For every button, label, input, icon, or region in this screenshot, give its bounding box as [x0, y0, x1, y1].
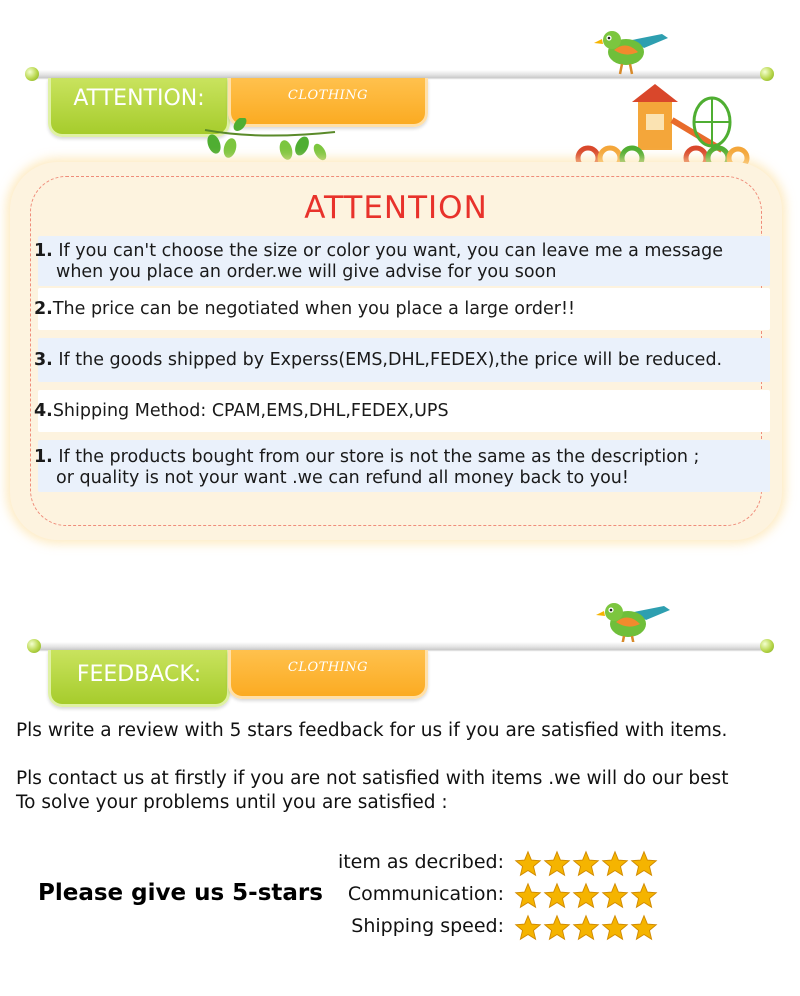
- attention-item: [34, 401, 449, 422]
- star-icon: [572, 882, 600, 910]
- rail-knob-right: [760, 639, 774, 653]
- playground-icon: [572, 80, 750, 164]
- feedback-text: Pls contact us at firstly if you are not satisfied with items .we will do our best: [16, 768, 729, 789]
- star-icon: [514, 850, 542, 878]
- leaves-icon: [200, 118, 340, 166]
- item-text: Shipping Method: CPAM,EMS,DHL,FEDEX,UPS: [52, 401, 449, 421]
- feedback-tab: [48, 650, 230, 707]
- rating-label: Shipping speed:: [351, 915, 504, 937]
- attention-panel: [10, 162, 782, 540]
- rating-label: Communication:: [347, 883, 504, 905]
- star-icon: [572, 914, 600, 942]
- feedback-rail: [34, 642, 768, 650]
- item-number: 1.: [34, 447, 53, 467]
- item-text: If you can't choose the size or color you want, you can leave me a message: [52, 241, 724, 261]
- rail-knob-left: [27, 639, 41, 653]
- ratings-heading: Please give us 5-stars: [38, 880, 323, 906]
- rail-knob-left: [25, 67, 39, 81]
- star-icon: [572, 850, 600, 878]
- attention-item: [34, 350, 722, 371]
- item-text: If the products bought from our store is not the same as the description ;: [52, 447, 700, 467]
- star-rating: [514, 882, 659, 910]
- attention-tab-label: ATTENTION:: [73, 86, 205, 111]
- feedback-text: To solve your problems until you are satisfied :: [16, 792, 448, 813]
- star-icon: [630, 882, 658, 910]
- item-number: 4.: [34, 401, 53, 421]
- star-rating: [514, 914, 659, 942]
- star-icon: [630, 914, 658, 942]
- attention-title: ATTENTION: [304, 190, 488, 226]
- star-icon: [630, 850, 658, 878]
- star-icon: [601, 850, 629, 878]
- attention-category-label: CLOTHING: [287, 88, 369, 103]
- star-icon: [514, 882, 542, 910]
- item-number: 2.: [34, 299, 53, 319]
- attention-item: [34, 241, 723, 283]
- feedback-category-tab: [228, 650, 428, 699]
- star-icon: [601, 914, 629, 942]
- star-icon: [601, 882, 629, 910]
- star-icon: [543, 914, 571, 942]
- feedback-tab-label: FEEDBACK:: [76, 662, 202, 687]
- rating-label: item as decribed:: [337, 851, 504, 873]
- star-icon: [543, 882, 571, 910]
- feedback-category-label: CLOTHING: [287, 660, 369, 675]
- item-number: 1.: [34, 241, 53, 261]
- feedback-text: Pls write a review with 5 stars feedback for us if you are satisfied with items.: [16, 720, 728, 741]
- rail-knob-right: [760, 67, 774, 81]
- star-rating: [514, 850, 659, 878]
- attention-item: [34, 299, 575, 320]
- star-icon: [543, 850, 571, 878]
- star-icon: [514, 914, 542, 942]
- item-text: The price can be negotiated when you place a large order!!: [52, 299, 575, 319]
- item-text-continued: or quality is not your want .we can refund all money back to you!: [56, 468, 629, 488]
- item-text-continued: when you place an order.we will give advise for you soon: [56, 262, 557, 282]
- attention-item: [34, 447, 699, 489]
- bird-icon: [592, 26, 672, 78]
- item-text: If the goods shipped by Experss(EMS,DHL,FEDEX),the price will be reduced.: [52, 350, 723, 370]
- item-number: 3.: [34, 350, 53, 370]
